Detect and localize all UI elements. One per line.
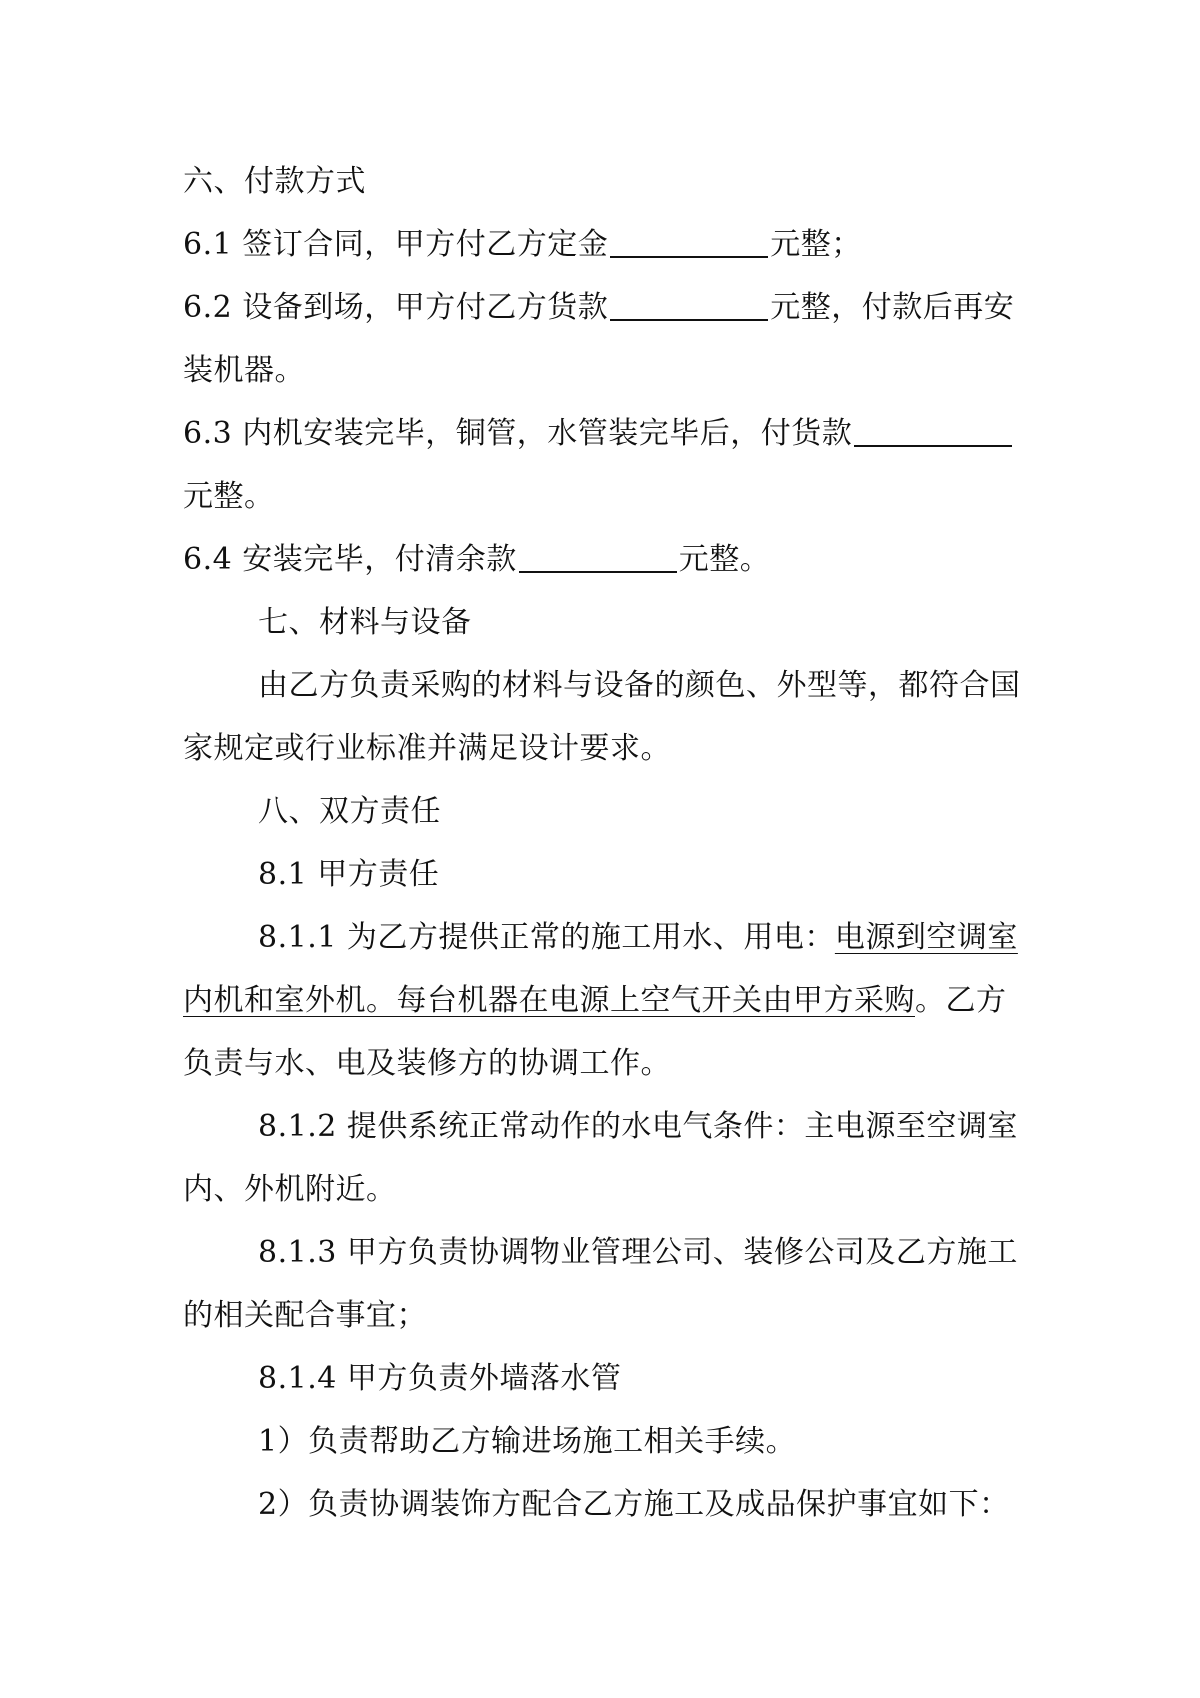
clause-8-1-1-text: 8.1.1 为乙方提供正常的施工用水、用电： (258, 920, 835, 955)
amount-blank-deposit[interactable] (610, 228, 768, 258)
document-page (183, 150, 1028, 1536)
section-6-heading: 六、付款方式 (183, 164, 366, 199)
list-item-2: 2）负责协调装饰方配合乙方施工及成品保护事宜如下： (258, 1487, 1010, 1522)
amount-blank-balance[interactable] (519, 543, 677, 573)
clause-8-1-1-suffix: 。乙方负责与水、电及装修方的协调工作。 (183, 983, 1007, 1081)
amount-blank-goods[interactable] (610, 291, 768, 321)
clause-6-3 (183, 402, 1028, 528)
section-8-1-heading: 8.1 甲方责任 (258, 857, 440, 892)
clause-6-4 (183, 528, 1028, 591)
clause-6-2-text: 6.2 设备到场，甲方付乙方货款 (183, 290, 609, 325)
clause-6-2 (183, 276, 1028, 402)
clause-8-1-1-underlined: 电源到空调室内机和室外机。每台机器在电源上空气开关由甲方采购 (183, 920, 1018, 1018)
clause-6-4-suffix: 元整。 (678, 542, 771, 577)
clause-6-2-suffix: 元整，付款后再安装机器。 (183, 290, 1015, 388)
clause-6-1-suffix: 元整； (770, 227, 862, 262)
section-7-heading: 七、材料与设备 (258, 605, 472, 640)
clause-8-1-4: 8.1.4 甲方负责外墙落水管 (258, 1361, 622, 1396)
section-8-heading: 八、双方责任 (258, 794, 441, 829)
clause-6-1 (183, 213, 1028, 276)
section-7-body: 由乙方负责采购的材料与设备的颜色、外型等，都符合国家规定或行业标准并满足设计要求。 (183, 668, 1021, 766)
clause-8-1-3: 8.1.3 甲方负责协调物业管理公司、装修公司及乙方施工的相关配合事宜； (183, 1235, 1018, 1333)
clause-6-3-suffix: 元整。 (183, 479, 275, 514)
list-item-1: 1）负责帮助乙方输进场施工相关手续。 (258, 1424, 797, 1459)
clause-6-3-text: 6.3 内机安装完毕，铜管，水管装完毕后，付货款 (183, 416, 853, 451)
clause-8-1-1 (183, 906, 1028, 1095)
clause-6-1-text: 6.1 签订合同，甲方付乙方定金 (183, 227, 609, 262)
amount-blank-install[interactable] (854, 417, 1012, 447)
clause-8-1-2: 8.1.2 提供系统正常动作的水电气条件：主电源至空调室内、外机附近。 (183, 1109, 1018, 1207)
clause-6-4-text: 6.4 安装完毕，付清余款 (183, 542, 517, 577)
